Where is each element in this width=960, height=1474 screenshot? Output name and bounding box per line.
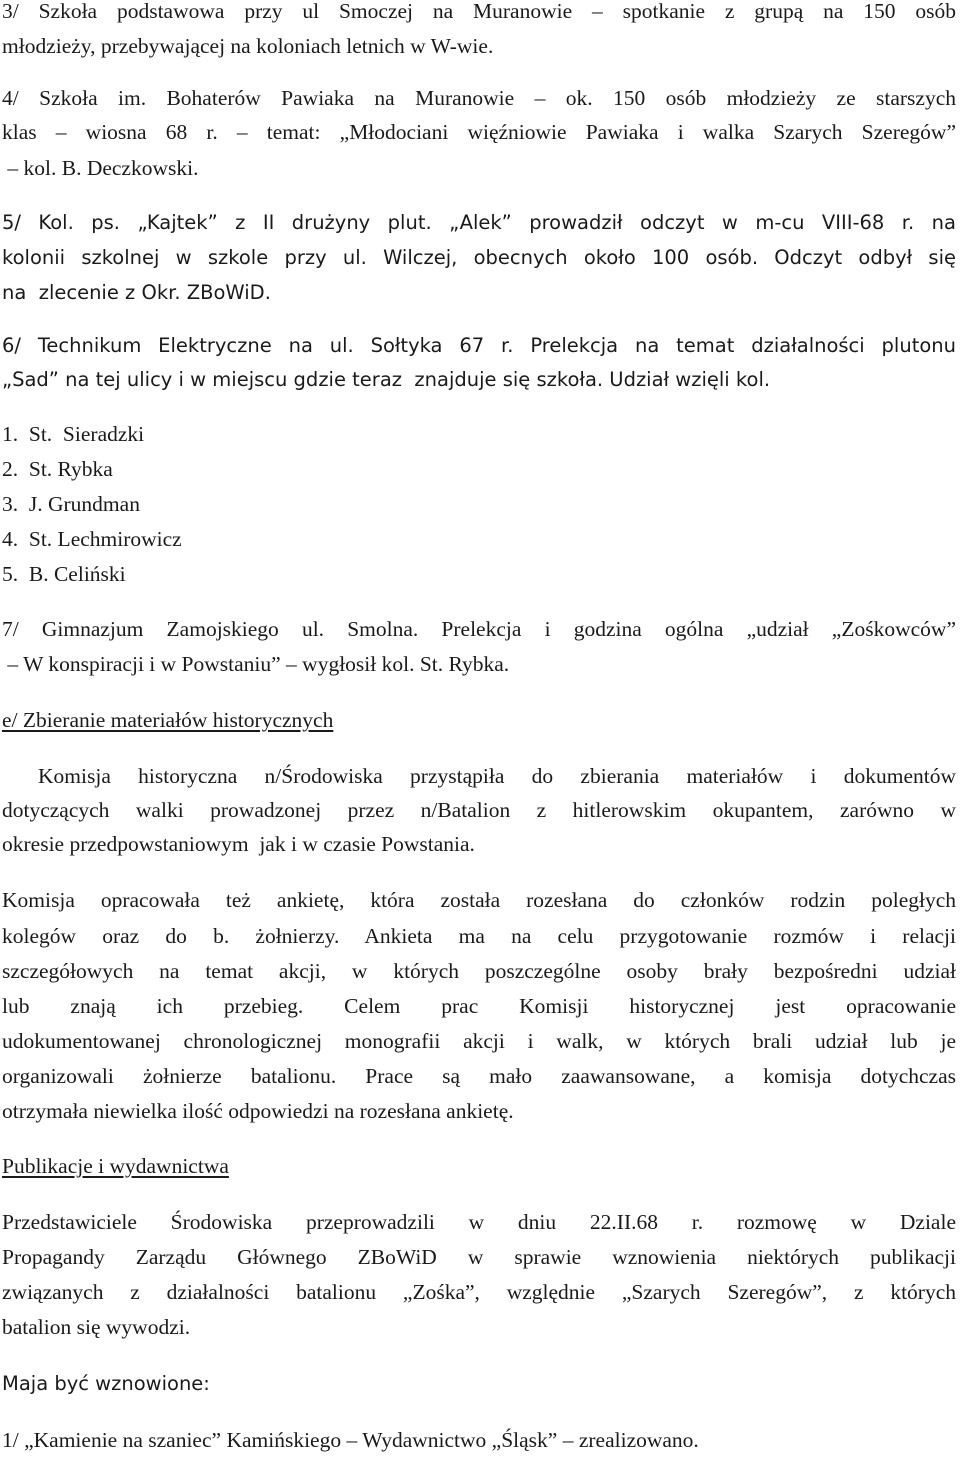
text-line-item-6: 6/ Technikum Elektryczne na ul. Sołtyka 67 r. Prelekcja na temat działalności plutonu bbox=[2, 334, 956, 357]
text-line-school-4-lecturer: – kol. B. Deczkowski. bbox=[2, 156, 199, 180]
text-line-item-5-end: na zlecenie z Okr. ZBoWiD. bbox=[2, 281, 271, 304]
paragraph-line: związanych z działalności batalionu „Zośka”, względnie „Szarych Szeregów”, z których bbox=[2, 1280, 956, 1304]
text-line-school-3-cont: młodzieży, przebywającej na koloniach letnich w W-wie. bbox=[2, 34, 494, 58]
paragraph-line: Komisja historyczna n/Środowiska przystąpiła do zbierania materiałów i dokumentów bbox=[38, 764, 956, 788]
text-line-item-5-cont: kolonii szkolnej w szkole przy ul. Wilczej, obecnych około 100 osób. Odczyt odbył się bbox=[2, 246, 956, 269]
text-line-item-7-cont: – W konspiracji i w Powstaniu” – wygłosił kol. St. Rybka. bbox=[2, 652, 510, 676]
list-item-participant: 2. St. Rybka bbox=[2, 457, 113, 481]
list-item-participant: 5. B. Celiński bbox=[2, 562, 126, 586]
paragraph-line: Komisja opracowała też ankietę, która została rozesłana do członków rodzin poległych bbox=[2, 888, 956, 912]
text-line-to-reissue: Maja być wznowione: bbox=[2, 1372, 210, 1395]
paragraph-line: udokumentowanej chronologicznej monografii akcji i walk, w których brali udział lub je bbox=[2, 1029, 956, 1053]
text-line-school-4-cont: klas – wiosna 68 r. – temat: „Młodociani więźniowie Pawiaka i walka Szarych Szeregów” bbox=[2, 120, 956, 144]
section-heading-materials: e/ Zbieranie materiałów historycznych bbox=[2, 708, 334, 732]
section-heading-publications: Publikacje i wydawnictwa bbox=[2, 1154, 229, 1178]
paragraph-line: kolegów oraz do b. żołnierzy. Ankieta ma na celu przygotowanie rozmów i relacji bbox=[2, 924, 956, 948]
text-line-item-7: 7/ Gimnazjum Zamojskiego ul. Smolna. Prelekcja i godzina ogólna „udział „Zośkowców” bbox=[2, 617, 956, 641]
text-line-school-3: 3/ Szkoła podstawowa przy ul Smoczej na Muranowie – spotkanie z grupą na 150 osób bbox=[2, 0, 956, 23]
text-line-item-6-cont: „Sad” na tej ulicy i w miejscu gdzie teraz znajduje się szkoła. Udział wzięli kol. bbox=[2, 368, 771, 391]
list-item-participant: 4. St. Lechmirowicz bbox=[2, 527, 182, 551]
paragraph-line: szczegółowych na temat akcji, w których poszczególne osoby brały bezpośredni udział bbox=[2, 959, 956, 983]
paragraph-line: batalion się wywodzi. bbox=[2, 1315, 191, 1339]
paragraph-line: lub znają ich przebieg. Celem prac Komisji historycznej jest opracowanie bbox=[2, 994, 956, 1018]
text-line-publication-1: 1/ „Kamienie na szaniec” Kamińskiego – Wydawnictwo „Śląsk” – zrealizowano. bbox=[2, 1428, 699, 1452]
paragraph-line: organizowali żołnierze batalionu. Prace są mało zaawansowane, a komisja dotychczas bbox=[2, 1064, 956, 1088]
paragraph-line: otrzymała niewielka ilość odpowiedzi na rozesłana ankietę. bbox=[2, 1099, 514, 1123]
text-line-school-4: 4/ Szkoła im. Bohaterów Pawiaka na Muranowie – ok. 150 osób młodzieży ze starszych bbox=[2, 86, 956, 110]
paragraph-line: dotyczących walki prowadzonej przez n/Batalion z hitlerowskim okupantem, zarówno w bbox=[2, 798, 956, 822]
paragraph-line: Przedstawiciele Środowiska przeprowadzili w dniu 22.II.68 r. rozmowę w Dziale bbox=[2, 1210, 956, 1234]
paragraph-line: okresie przedpowstaniowym jak i w czasie Powstania. bbox=[2, 832, 475, 856]
text-line-item-5: 5/ Kol. ps. „Kajtek” z II drużyny plut. „Alek” prowadził odczyt w m-cu VIII-68 r. na bbox=[2, 211, 956, 234]
paragraph-line: Propagandy Zarządu Głównego ZBoWiD w sprawie wznowienia niektórych publikacji bbox=[2, 1245, 956, 1269]
list-item-participant: 3. J. Grundman bbox=[2, 492, 140, 516]
list-item-participant: 1. St. Sieradzki bbox=[2, 422, 145, 446]
